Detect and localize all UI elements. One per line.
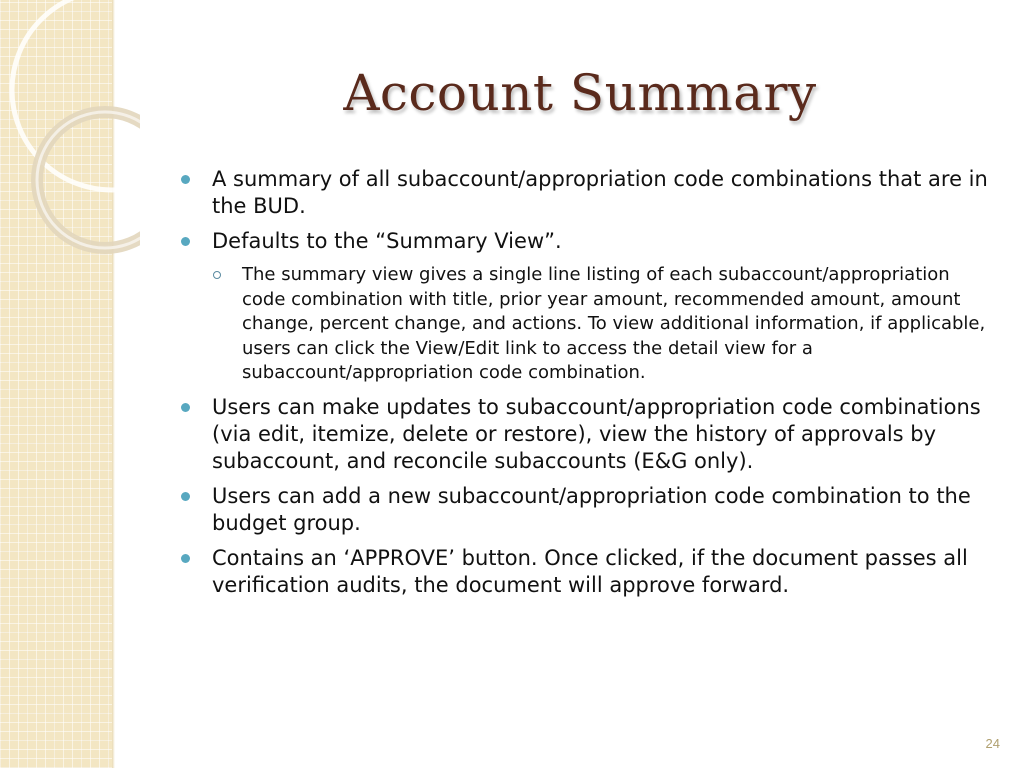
sub-bullet-ring [213,271,221,279]
page-number: 24 [985,736,1000,751]
bullet-text: A summary of all subaccount/appropriation code combinations that are in the BUD. [212,167,988,218]
sub-bullet-list [212,263,995,386]
deco-circle-large [12,0,140,190]
bullet-item [180,228,995,386]
bullet-list [180,166,995,599]
bullet-dot [181,175,190,184]
bullet-text: Users can add a new subaccount/appropriation code combination to the budget group. [212,483,971,535]
bullet-dot [181,403,190,412]
slide-content [180,166,995,607]
bullet-text: Defaults to the “Summary View”. [212,229,562,253]
bullet-dot [181,492,190,501]
bullet-dot [181,237,190,246]
bullet-dot [181,554,190,563]
bullet-item [180,545,995,599]
sub-bullet-text: The summary view gives a single line listing of each subaccount/appropriation code combination with title, prior year amount, recommended amount, amount change, percent change, and actions. To view additional information, if applicable, users can click the View/Edit link to access the detail view for a subaccount/appropriation code combination. [242,264,986,383]
deco-circle-medium [37,112,140,248]
bullet-item [180,166,995,220]
bullet-text: Contains an ‘APPROVE’ button. Once clicked, if the document passes all verification audits, the document will approve forward. [212,545,968,597]
sub-bullet-item [212,263,995,386]
bullet-item [180,483,995,537]
slide-title: Account Summary [343,64,817,122]
decorative-circles [0,0,140,260]
bullet-item [180,394,995,475]
bullet-text: Users can make updates to subaccount/appropriation code combinations (via edit, itemize, delete or restore), view the history of approvals by subaccount, and reconcile subaccounts (E&G only). [212,394,981,473]
